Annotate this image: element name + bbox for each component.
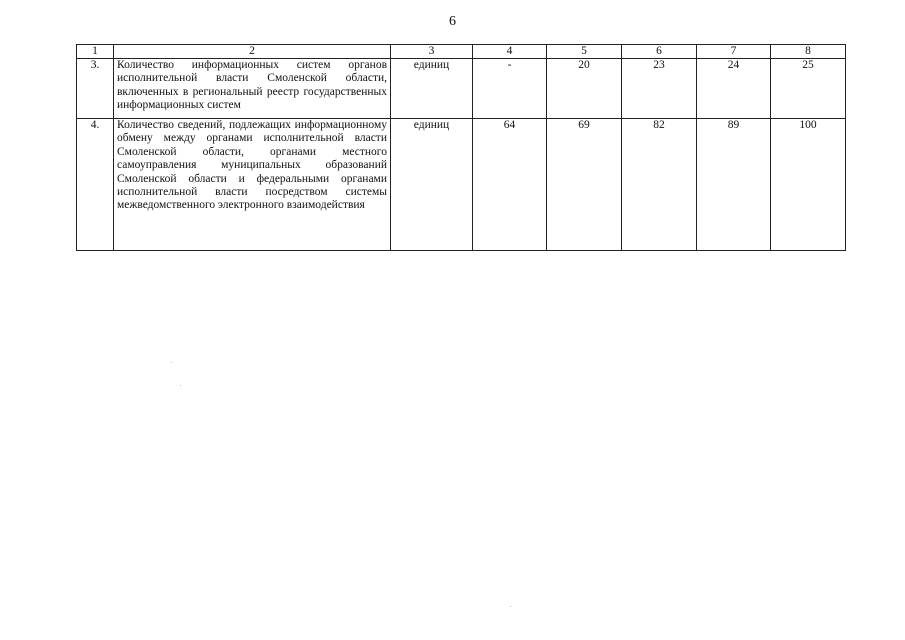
value-cell: 69 [547, 119, 622, 251]
indicator-name: Количество сведений, подлежащих информационному обмену между органами исполнительной власти Смоленской области, органами местного самоуправления муниципальных образований Смоленской области и федеральными органами исполнительной власти посредством системы межведомственного электронного взаимодействия [114, 119, 391, 251]
header-cell: 8 [771, 45, 846, 59]
table-row [77, 59, 846, 119]
value-cell: 23 [622, 59, 697, 119]
header-cell: 5 [547, 45, 622, 59]
table-row [77, 119, 846, 251]
row-number: 3. [77, 59, 114, 119]
page-number: 6 [449, 14, 456, 29]
scan-speck [180, 385, 181, 386]
scan-speck [171, 362, 172, 363]
header-cell: 7 [697, 45, 771, 59]
header-cell: 4 [473, 45, 547, 59]
table-header-row [77, 45, 846, 59]
scan-speck [510, 606, 511, 607]
value-cell: 82 [622, 119, 697, 251]
unit-cell: единиц [391, 59, 473, 119]
header-cell: 1 [77, 45, 114, 59]
value-cell: 64 [473, 119, 547, 251]
header-cell: 6 [622, 45, 697, 59]
value-cell: - [473, 59, 547, 119]
indicator-name: Количество информационных систем органов исполнительной власти Смоленской области, включенных в региональный реестр государственных информационных систем [114, 59, 391, 119]
header-cell: 3 [391, 45, 473, 59]
value-cell: 100 [771, 119, 846, 251]
indicators-table [76, 44, 846, 251]
value-cell: 89 [697, 119, 771, 251]
unit-cell: единиц [391, 119, 473, 251]
row-number: 4. [77, 119, 114, 251]
value-cell: 25 [771, 59, 846, 119]
header-cell: 2 [114, 45, 391, 59]
value-cell: 20 [547, 59, 622, 119]
value-cell: 24 [697, 59, 771, 119]
